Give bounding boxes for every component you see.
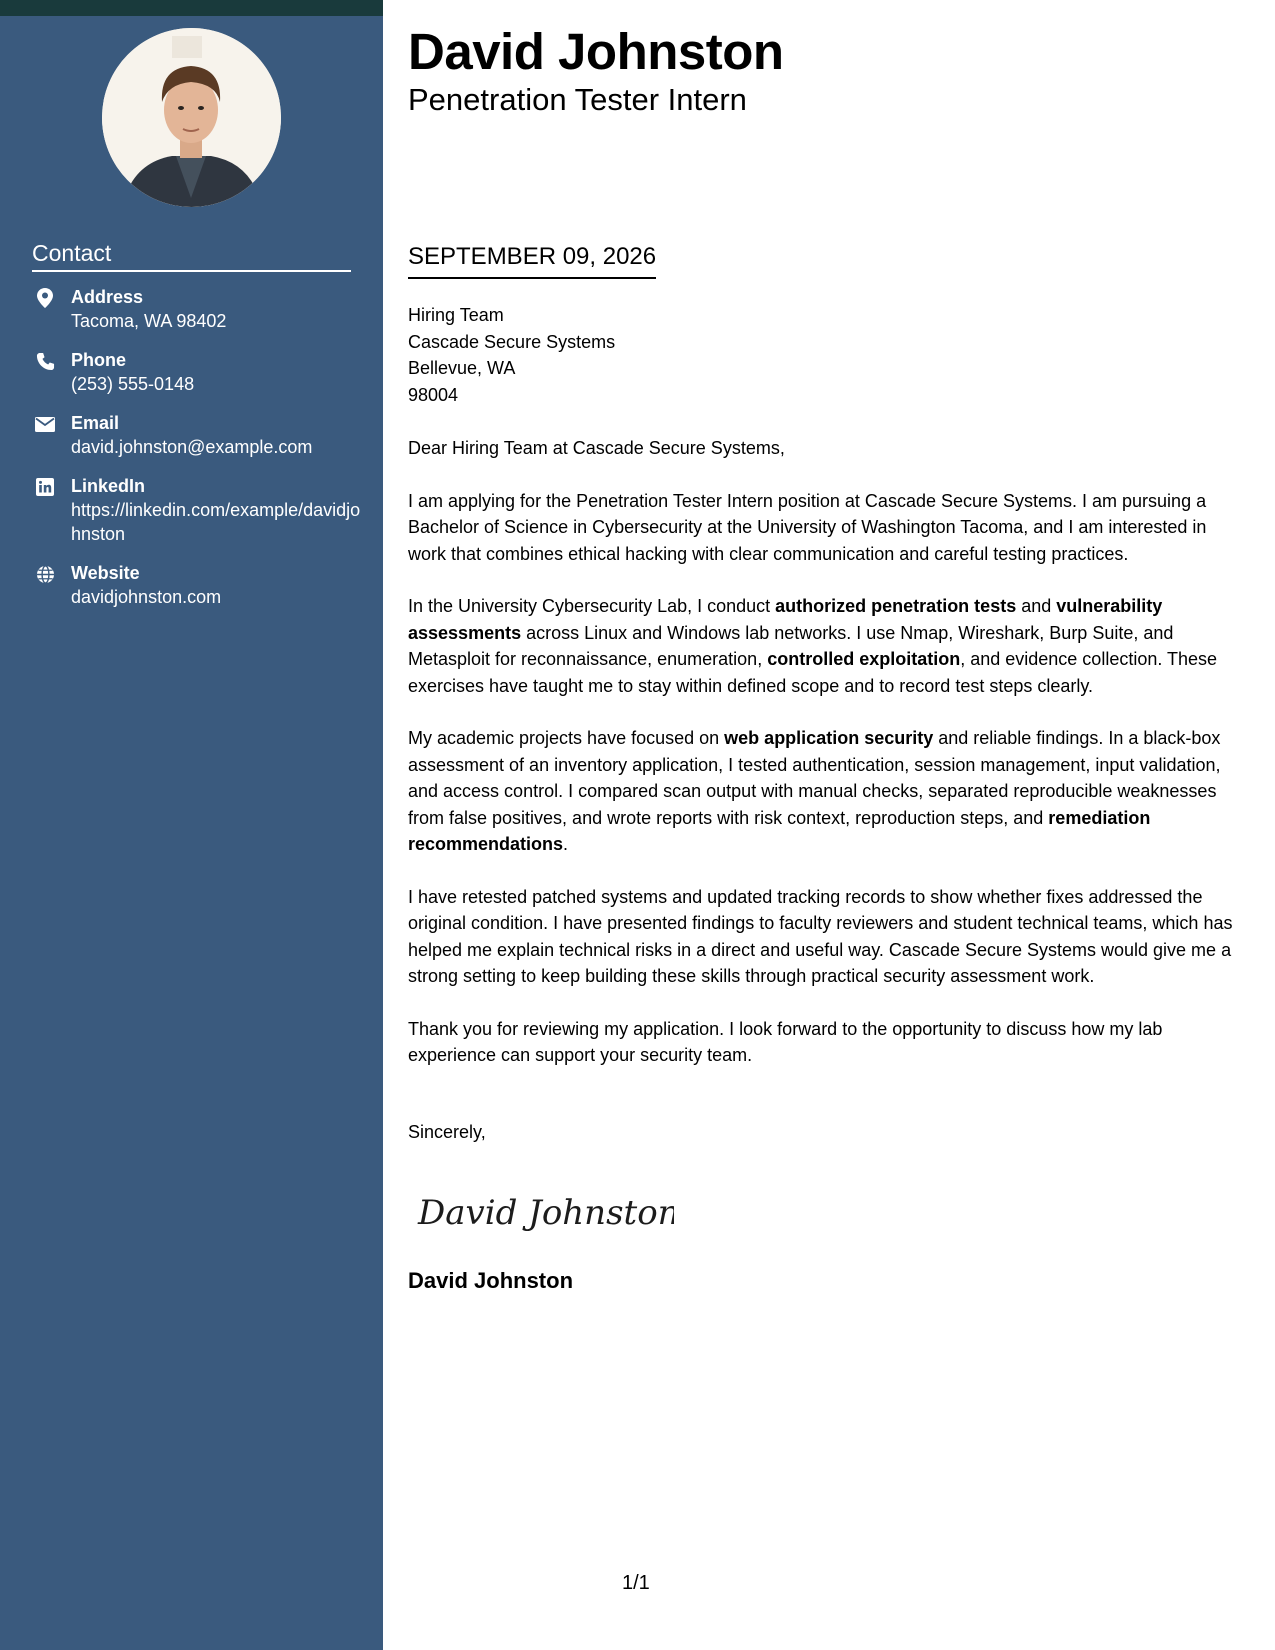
contact-heading: Contact — [32, 240, 351, 272]
recipient-line: Cascade Secure Systems — [408, 331, 616, 352]
applicant-name: David Johnston — [408, 23, 784, 80]
email-value[interactable]: david.johnston@example.com — [71, 437, 313, 457]
bold-phrase: vulnerability assessments — [408, 596, 1163, 643]
sidebar-top-bar — [0, 0, 383, 16]
closing: Sincerely, — [408, 1122, 486, 1142]
signer-name: David Johnston — [408, 1268, 574, 1293]
signature-script: David Johnston — [418, 1193, 674, 1233]
salutation: Dear Hiring Team at Cascade Secure Systems, — [408, 438, 785, 458]
page-number: 1/1 — [622, 1572, 650, 1594]
bold-phrase: remediation recommendations — [408, 807, 1151, 854]
letter-date: SEPTEMBER 09, 2026 — [408, 243, 656, 279]
linkedin-value[interactable]: https://linkedin.com/example/davidjohnston — [71, 500, 361, 544]
applicant-role: Penetration Tester Intern — [408, 82, 747, 117]
contact-label: Website — [71, 563, 140, 583]
globe-icon — [32, 563, 58, 585]
recipient-line: Bellevue, WA — [408, 358, 516, 378]
bold-phrase: controlled exploitation — [767, 649, 961, 669]
text-run: and — [1016, 596, 1057, 616]
address-value: Tacoma, WA 98402 — [71, 311, 227, 331]
phone-value: (253) 555-0148 — [71, 374, 195, 394]
text-run: In the University Cybersecurity Lab, I conduct — [408, 596, 776, 616]
paragraph-3 — [408, 725, 1248, 858]
contact-label: Address — [71, 287, 144, 307]
text-run: across Linux and Windows lab networks. I use Nmap, Wireshark, Burp Suite, and Metasploit for reconnaissance, enumeration, — [408, 622, 1174, 669]
text-run: My academic projects have focused on — [408, 728, 725, 748]
paragraph-4: I have retested patched systems and updated tracking records to show whether fixes addressed the original condition. I have presented findings to faculty reviewers and student technical teams, which has helped me explain technical risks in a direct and useful way. Cascade Secure Systems would give me a strong setting to keep building these skills through practical security assessment work. — [408, 886, 1233, 986]
website-value[interactable]: davidjohnston.com — [71, 587, 222, 607]
handwritten-signature — [414, 1180, 674, 1240]
location-pin-icon — [32, 287, 58, 309]
contact-label: Phone — [71, 350, 127, 370]
contact-label: Email — [71, 413, 120, 433]
email-icon — [32, 413, 58, 435]
letter-body — [408, 435, 1248, 1095]
paragraph-1: I am applying for the Penetration Tester Intern position at Cascade Secure Systems. I am pursuing a Bachelor of Science in Cybersecurity at the University of Washington Tacoma, and I am interested in work that combines ethical hacking with clear communication and careful testing practices. — [408, 490, 1207, 564]
paragraph-5: Thank you for reviewing my application. I look forward to the opportunity to discuss how my lab experience can support your security team. — [408, 1018, 1163, 1065]
text-run: , and evidence collection. These exercises have taught me to stay within defined scope and to record test steps clearly. — [408, 649, 1218, 696]
avatar — [102, 28, 281, 207]
contact-label: LinkedIn — [71, 476, 146, 496]
recipient-line: Hiring Team — [408, 305, 504, 325]
recipient-line: 98004 — [408, 384, 459, 405]
recipient-address — [408, 302, 615, 408]
text-run: . — [563, 834, 569, 854]
linkedin-icon — [32, 476, 58, 498]
text-run: and reliable findings. In a black-box assessment of an inventory application, I tested authentication, session management, input validation, and access control. I compared scan output with manual checks, separated reproducible weaknesses from false positives, and wrote reports with risk context, reproduction steps, and — [408, 728, 1221, 828]
phone-icon — [32, 350, 58, 372]
paragraph-2 — [408, 593, 1248, 699]
bold-phrase: authorized penetration tests — [775, 596, 1017, 616]
bold-phrase: web application security — [724, 728, 934, 748]
